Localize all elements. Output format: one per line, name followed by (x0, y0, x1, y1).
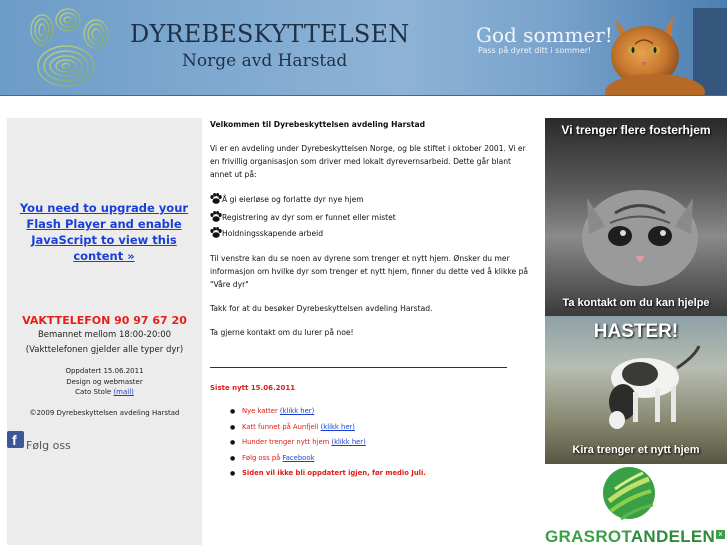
latest-news-heading: Siste nytt 15.06.2011 (210, 384, 296, 392)
promo-subtitle: Pass på dyret ditt i sommer! (478, 46, 592, 55)
webmaster-name: Cato Stole (75, 388, 112, 396)
news-text: Katt funnet på Aunfjell (242, 422, 321, 431)
grasrot-logo-icon (599, 465, 659, 525)
thanks-paragraph: Takk for at du besøker Dyrebeskyttelsen avdeling Harstad. (210, 304, 433, 313)
foster-caption: Ta kontakt om du kan hjelpe (562, 297, 710, 309)
contact-paragraph: Ta gjerne kontakt om du lurer på noe! (210, 328, 354, 337)
news-link[interactable]: (klikk her) (320, 422, 355, 431)
webmaster-credit (7, 388, 202, 396)
facebook-link[interactable]: Facebook (282, 453, 315, 462)
news-item (230, 436, 550, 452)
orange-cat-image (605, 8, 727, 96)
news-text: Følg oss på (242, 453, 283, 462)
news-item (230, 452, 550, 468)
news-item (230, 421, 550, 437)
staffed-hours: Bemannet mellom 18:00-20:00 (37, 330, 172, 340)
dog-caption: Kira trenger et nytt hjem (572, 444, 700, 456)
bullet-text: Registrering av dyr som er funnet eller mistet (222, 213, 396, 222)
updated-date: Oppdatert 15.06.2011 (65, 367, 144, 375)
news-link[interactable]: (klikk her) (279, 407, 315, 415)
kitten-image (545, 118, 727, 316)
news-text: Hunder trenger nytt hjem (242, 438, 332, 446)
welcome-heading: Velkommen til Dyrebeskyttelsen avdeling Harstad (210, 120, 426, 129)
news-link[interactable]: (klikk her) (331, 438, 366, 446)
mail-link[interactable]: (mail) (113, 388, 134, 396)
left-sidebar (7, 118, 202, 545)
paw-logo-icon (26, 8, 116, 92)
foster-title: Vi trenger flere fosterhjem (561, 123, 711, 137)
divider (210, 367, 507, 368)
facebook-icon[interactable]: f (7, 431, 24, 448)
paw-bullet-icon (210, 227, 222, 238)
copyright: ©2009 Dyrebeskyttelsen avdeling Harstad (29, 409, 180, 417)
news-item (230, 405, 550, 421)
bullet-text: Holdningsskapende arbeid (222, 229, 324, 238)
paw-bullet-icon (210, 211, 222, 222)
dog-adoption-banner[interactable] (545, 316, 727, 464)
site-subtitle: Norge avd Harstad (182, 51, 348, 71)
site-title: DYREBESKYTTELSEN (130, 20, 410, 48)
grasrot-wordmark (545, 527, 715, 545)
urgent-label: HASTER! (593, 321, 679, 342)
phone-note: (Vakttelefonen gjelder alle typer dyr) (25, 345, 184, 355)
grasrot-word-b: ANDELEN (630, 527, 716, 545)
list-item (210, 193, 364, 207)
site-header (0, 0, 727, 96)
list-item (210, 211, 396, 225)
follow-us-link[interactable]: Følg oss (26, 439, 71, 452)
paw-bullet-icon (210, 193, 222, 204)
news-text: Siden vil ikke bli oppdatert igjen, før medio Juli. (242, 469, 426, 477)
news-list (230, 405, 550, 483)
promo-title: God sommer! (476, 23, 613, 47)
bullet-text: Å gi eierløse og forlatte dyr nye hjem (222, 195, 364, 204)
foster-home-banner[interactable] (545, 118, 727, 316)
design-credit: Design og webmaster (66, 378, 143, 386)
list-item (210, 227, 323, 241)
grasrotandelen-banner[interactable] (545, 465, 727, 545)
grasrot-mark: x (716, 530, 725, 539)
news-text: Nye katter (242, 407, 280, 415)
grasrot-word-a: GRASROT (545, 527, 631, 545)
animals-paragraph: Til venstre kan du se noen av dyrene som trenger et nytt hjem. Ønsker du mer informasjon om hvilke dyr som trenger et nytt hjem, finner du dette ved å klikke på "Våre dyr" (210, 254, 529, 289)
emergency-phone: VAKTTELEFON 90 97 67 20 (22, 314, 187, 327)
flash-upgrade-link[interactable]: You need to upgrade your Flash Player and enable JavaScript to view this content » (19, 201, 189, 263)
intro-paragraph: Vi er en avdeling under Dyrebeskyttelsen Norge, og ble stiftet i oktober 2001. Vi er en frivillig organisasjon som driver med lokalt dyrevernsarbeid. Dette går blant annet ut på: (210, 144, 526, 179)
news-item (230, 467, 550, 483)
